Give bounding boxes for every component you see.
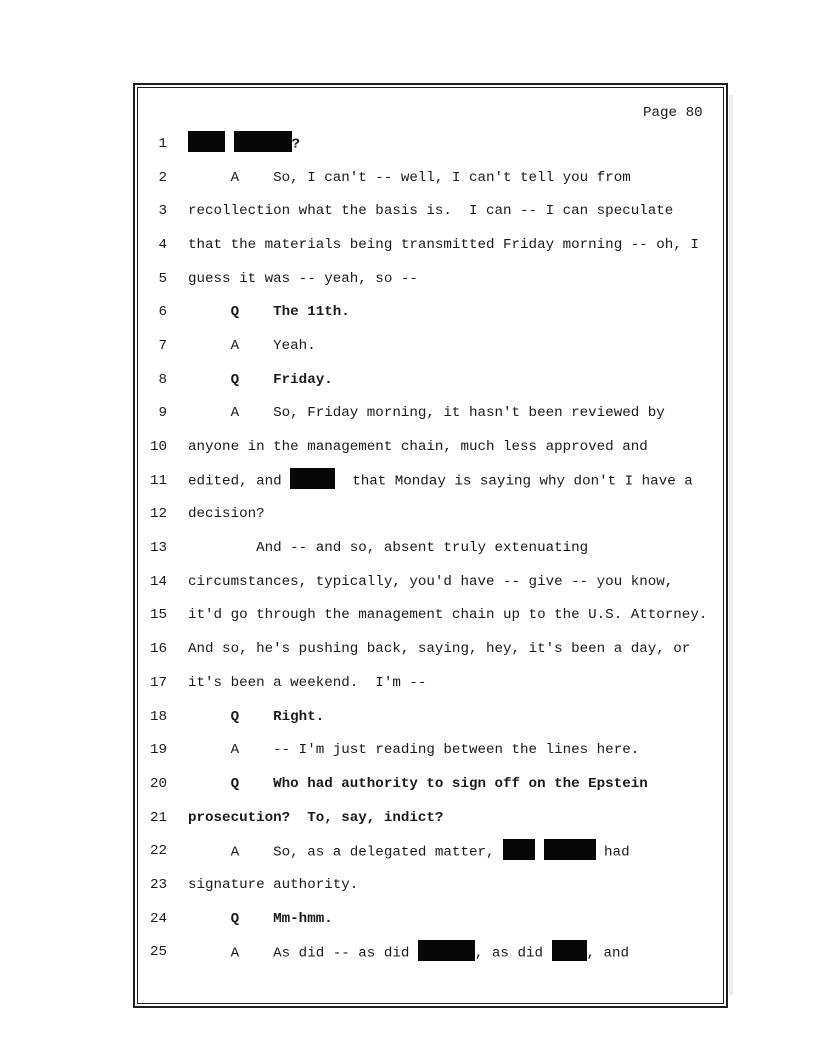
scan-edge-artifact	[729, 95, 733, 995]
transcript-line	[139, 733, 721, 767]
line-text	[188, 810, 443, 826]
line-text-segment: that the materials being transmitted Friday morning -- oh, I	[188, 236, 699, 253]
redaction-box	[188, 131, 225, 152]
line-text	[188, 203, 673, 219]
line-number: 7	[158, 337, 167, 354]
line-number: 1	[158, 135, 167, 152]
transcript-line	[139, 127, 721, 161]
transcript-line	[139, 565, 721, 599]
line-text-segment: guess it was -- yeah, so --	[188, 270, 418, 287]
transcript-line	[139, 902, 721, 936]
transcript-line	[139, 430, 721, 464]
redaction-box	[418, 940, 475, 961]
line-text	[188, 304, 350, 320]
line-number: 12	[149, 506, 167, 523]
transcript-line	[139, 262, 721, 296]
line-text-segment	[535, 844, 544, 860]
line-text-segment	[225, 137, 234, 153]
transcript-lines	[139, 127, 721, 969]
line-text	[188, 470, 693, 491]
line-number: 14	[149, 573, 167, 590]
line-number: 20	[149, 775, 167, 792]
line-text	[188, 237, 699, 253]
transcript-line	[139, 599, 721, 633]
line-number: 17	[149, 674, 167, 691]
transcript-line	[139, 397, 721, 431]
line-text	[188, 675, 426, 691]
line-text	[188, 776, 648, 792]
redaction-box	[234, 131, 292, 152]
line-text-segment: A So, I can't -- well, I can't tell you from	[188, 169, 631, 186]
line-text	[188, 942, 629, 963]
line-text	[188, 574, 673, 590]
line-number: 15	[149, 607, 167, 624]
line-text	[188, 911, 333, 927]
line-text-segment: , as did	[474, 945, 552, 962]
line-text	[188, 607, 707, 623]
line-number: 16	[149, 641, 167, 658]
line-text	[188, 877, 358, 893]
line-text-segment: that Monday is saying why don't I have a	[335, 473, 693, 490]
line-text-segment: A So, as a delegated matter,	[188, 844, 504, 861]
transcript-line	[139, 329, 721, 363]
page-number-label: Page 80	[643, 105, 703, 121]
line-text-segment: A So, Friday morning, it hasn't been reviewed by	[188, 405, 665, 422]
line-number: 23	[149, 876, 167, 893]
line-number: 5	[158, 270, 167, 287]
line-text-segment: Q Friday.	[188, 371, 333, 388]
line-text	[188, 742, 639, 758]
transcript-line	[139, 464, 721, 498]
redaction-box	[544, 839, 596, 860]
line-text-segment: And -- and so, absent truly extenuating	[188, 540, 589, 557]
line-text	[188, 133, 300, 154]
line-number: 10	[149, 439, 167, 456]
line-text-segment: signature authority.	[188, 876, 359, 893]
transcript-line	[139, 936, 721, 970]
line-text-segment: A -- I'm just reading between the lines here.	[188, 742, 640, 759]
transcript-line	[139, 295, 721, 329]
line-text-segment: it's been a weekend. I'm --	[188, 674, 427, 691]
line-text	[188, 170, 631, 186]
transcript-line	[139, 161, 721, 195]
line-text-segment: had	[595, 844, 630, 861]
line-number: 13	[149, 540, 167, 557]
line-text-segment: Q Who had authority to sign off on the Epstein	[188, 775, 648, 792]
line-text-segment: anyone in the management chain, much less approved and	[188, 439, 648, 456]
transcript-line	[139, 228, 721, 262]
line-text-segment: decision?	[188, 506, 265, 523]
line-number: 18	[149, 708, 167, 725]
line-number: 9	[158, 405, 167, 422]
line-text-segment: it'd go through the management chain up to the U.S. Attorney.	[188, 607, 708, 624]
line-number: 21	[149, 809, 167, 826]
line-number: 24	[149, 910, 167, 927]
line-text-segment: prosecution? To, say, indict?	[188, 809, 444, 826]
line-text	[188, 709, 324, 725]
line-text-segment: Q The 11th.	[188, 304, 350, 321]
line-text-segment: edited, and	[188, 473, 291, 490]
line-number: 11	[149, 472, 167, 489]
transcript-line	[139, 700, 721, 734]
line-text	[188, 338, 316, 354]
transcript-line	[139, 194, 721, 228]
redaction-box	[290, 468, 335, 489]
line-number: 6	[158, 304, 167, 321]
line-text	[188, 372, 333, 388]
transcript-line	[139, 834, 721, 868]
line-text-segment: Q Right.	[188, 708, 325, 725]
line-text	[188, 841, 630, 862]
line-number: 4	[158, 236, 167, 253]
line-text	[188, 439, 648, 455]
line-text	[188, 271, 418, 287]
line-text-segment: circumstances, typically, you'd have -- give -- you know,	[188, 573, 674, 590]
line-number: 3	[158, 203, 167, 220]
line-text-segment: A Yeah.	[188, 337, 316, 354]
transcript-line	[139, 666, 721, 700]
transcript-line	[139, 767, 721, 801]
line-text	[188, 540, 588, 556]
redaction-box	[552, 940, 587, 961]
redaction-box	[503, 839, 535, 860]
line-text-segment: , and	[586, 945, 630, 962]
line-text-segment: ?	[291, 136, 301, 153]
line-text-segment: A As did -- as did	[188, 945, 418, 962]
line-number: 22	[149, 843, 167, 860]
transcript-line	[139, 498, 721, 532]
line-text	[188, 641, 690, 657]
line-text-segment: And so, he's pushing back, saying, hey, it's been a day, or	[188, 641, 691, 658]
line-text-segment: Q Mm-hmm.	[188, 910, 333, 927]
line-text	[188, 506, 265, 522]
transcript-line	[139, 531, 721, 565]
transcript-line	[139, 801, 721, 835]
line-number: 2	[158, 169, 167, 186]
transcript-line	[139, 363, 721, 397]
line-text-segment: recollection what the basis is. I can -- I can speculate	[188, 203, 674, 220]
line-number: 25	[149, 944, 167, 961]
line-number: 8	[158, 371, 167, 388]
line-number: 19	[149, 742, 167, 759]
transcript-line	[139, 868, 721, 902]
transcript-line	[139, 632, 721, 666]
line-text	[188, 405, 665, 421]
